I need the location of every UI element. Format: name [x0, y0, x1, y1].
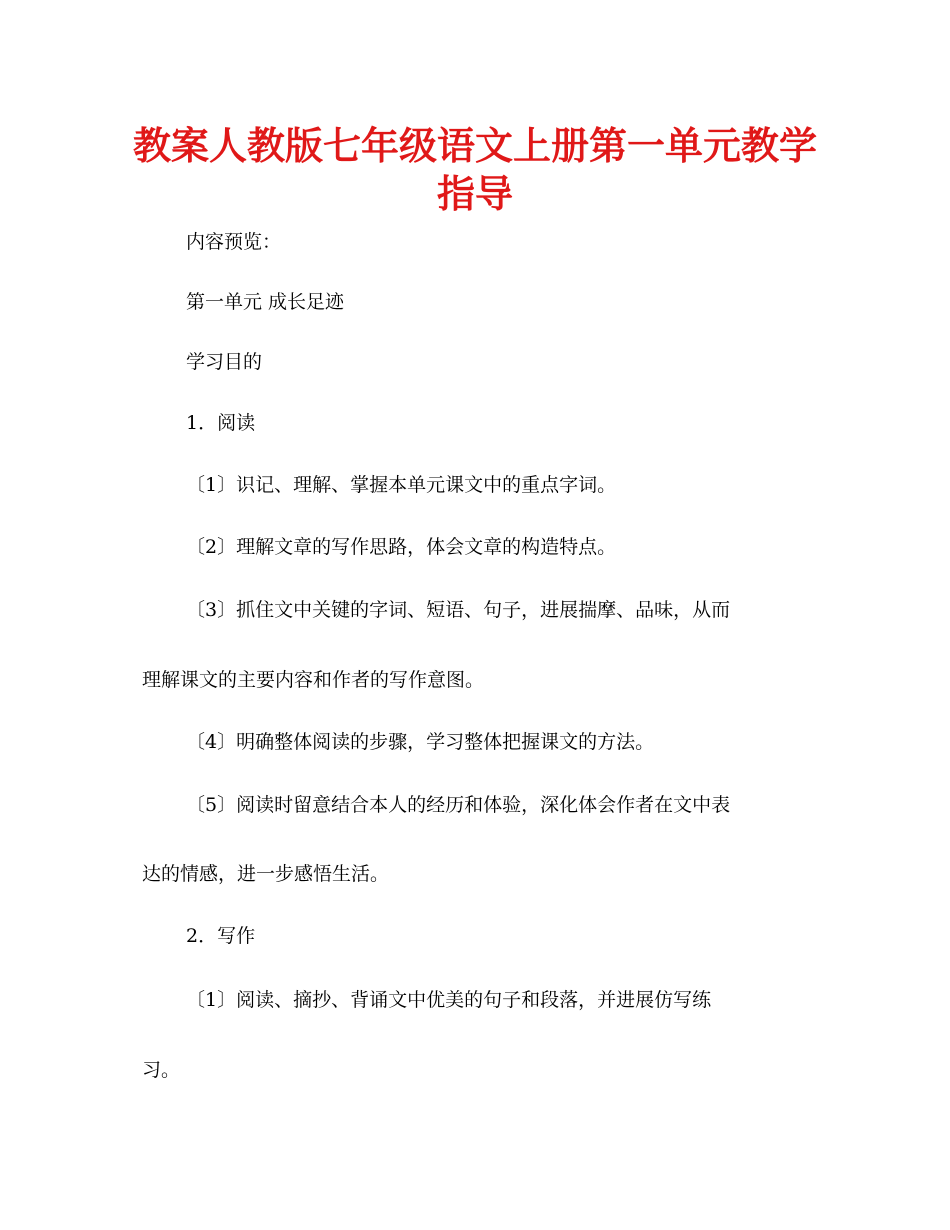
- reading-item-3-line-1: 〔3〕抓住文中关键的字词、短语、句子，进展揣摩、品味，从而: [186, 599, 731, 621]
- reading-item-1: 〔1〕识记、理解、掌握本单元课文中的重点字词。: [186, 474, 617, 496]
- section-reading-heading: 1．阅读: [186, 412, 256, 434]
- section-writing-heading: 2．写作: [186, 925, 256, 947]
- writing-item-1-line-2: 习。: [142, 1059, 181, 1081]
- writing-item-1-line-1: 〔1〕阅读、摘抄、背诵文中优美的句子和段落，并进展仿写练: [186, 989, 712, 1011]
- reading-item-2: 〔2〕理解文章的写作思路，体会文章的构造特点。: [186, 536, 617, 558]
- preview-label: 内容预览：: [186, 231, 282, 253]
- reading-item-5-line-1: 〔5〕阅读时留意结合本人的经历和体验，深化体会作者在文中表: [186, 794, 731, 816]
- goals-heading: 学习目的: [186, 351, 263, 373]
- document-title-line-1: 教案人教版七年级语文上册第一单元教学: [132, 124, 817, 168]
- reading-item-5-line-2: 达的情感，进一步感悟生活。: [142, 863, 390, 885]
- unit-heading: 第一单元 成长足迹: [186, 291, 345, 313]
- document-title-line-2: 指导: [436, 172, 513, 216]
- reading-item-4: 〔4〕明确整体阅读的步骤，学习整体把握课文的方法。: [186, 731, 655, 753]
- reading-item-3-line-2: 理解课文的主要内容和作者的写作意图。: [142, 669, 485, 691]
